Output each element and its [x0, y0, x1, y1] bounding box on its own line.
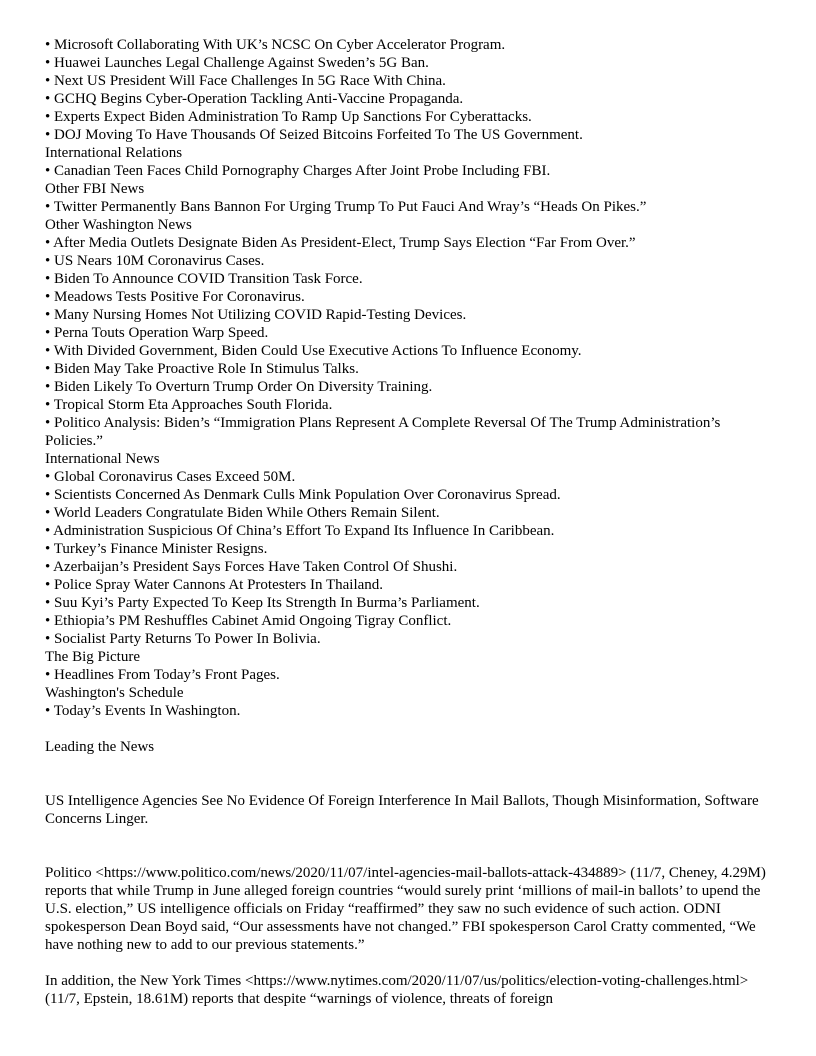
list-item: • US Nears 10M Coronavirus Cases.: [45, 253, 265, 269]
list-item: • GCHQ Begins Cyber-Operation Tackling Anti-Vaccine Propaganda.: [45, 91, 464, 107]
list-item: • Biden To Announce COVID Transition Task Force.: [45, 271, 363, 287]
list-item: • Scientists Concerned As Denmark Culls Mink Population Over Coronavirus Spread.: [45, 487, 561, 503]
list-item: • Global Coronavirus Cases Exceed 50M.: [45, 469, 296, 485]
list-item: • Turkey’s Finance Minister Resigns.: [45, 541, 268, 557]
list-item: • Many Nursing Homes Not Utilizing COVID Rapid-Testing Devices.: [45, 307, 467, 323]
bullet-list-bottom: [45, 450, 771, 720]
list-item: • Socialist Party Returns To Power In Bolivia.: [45, 631, 321, 647]
list-item: • After Media Outlets Designate Biden As President-Elect, Trump Says Election “Far From Over.”: [45, 235, 636, 251]
section-heading: International Relations: [45, 145, 183, 161]
list-item: • Next US President Will Face Challenges In 5G Race With China.: [45, 73, 446, 89]
list-item: • Meadows Tests Positive For Coronavirus.: [45, 289, 305, 305]
list-item: • Perna Touts Operation Warp Speed.: [45, 325, 269, 341]
list-item: • Biden Likely To Overturn Trump Order On Diversity Training.: [45, 379, 433, 395]
section-heading: Washington's Schedule: [45, 685, 184, 701]
list-item: • Police Spray Water Cannons At Protesters In Thailand.: [45, 577, 384, 593]
list-item: • Headlines From Today’s Front Pages.: [45, 667, 280, 683]
list-item: • Biden May Take Proactive Role In Stimulus Talks.: [45, 361, 359, 377]
document-body: [45, 36, 771, 1008]
section-heading: Other FBI News: [45, 181, 145, 197]
list-item: • Microsoft Collaborating With UK’s NCSC On Cyber Accelerator Program.: [45, 37, 506, 53]
article-paragraph: In addition, the New York Times <https://www.nytimes.com/2020/11/07/us/politics/election-voting-challenges.html> (11/7, Epstein, 18.61M) reports that despite “warnings of violence, threats of foreign: [45, 973, 749, 1007]
section-heading: The Big Picture: [45, 649, 140, 665]
list-item: • DOJ Moving To Have Thousands Of Seized Bitcoins Forfeited To The US Government.: [45, 127, 583, 143]
list-item: • World Leaders Congratulate Biden While Others Remain Silent.: [45, 505, 440, 521]
list-item: • Suu Kyi’s Party Expected To Keep Its Strength In Burma’s Parliament.: [45, 595, 480, 611]
spacer: [45, 720, 771, 738]
section-title: Leading the News: [45, 739, 155, 755]
list-item: • Ethiopia’s PM Reshuffles Cabinet Amid Ongoing Tigray Conflict.: [45, 613, 452, 629]
list-item: • Canadian Teen Faces Child Pornography Charges After Joint Probe Including FBI.: [45, 163, 551, 179]
list-item: • Azerbaijan’s President Says Forces Have Taken Control Of Shushi.: [45, 559, 458, 575]
article-paragraph: Politico <https://www.politico.com/news/2020/11/07/intel-agencies-mail-ballots-attack-434889> (11/7, Cheney, 4.29M) reports that while Trump in June alleged foreign countries “would surely print ‘millions of mail-in ballots’ to upend the U.S. election,” US intelligence officials on Friday “reaffirmed” they saw no such evidence of such action. ODNI spokesperson Dean Boyd said, “Our assessments have not changed.” FBI spokesperson Carol Cratty commented, “We have nothing new to add to our previous statements.”: [45, 865, 766, 953]
spacer: [45, 828, 771, 864]
list-item: • Today’s Events In Washington.: [45, 703, 241, 719]
story-headline: US Intelligence Agencies See No Evidence Of Foreign Interference In Mail Ballots, Though Misinformation, Software Concerns Linger.: [45, 793, 759, 827]
list-item: • Experts Expect Biden Administration To Ramp Up Sanctions For Cyberattacks.: [45, 109, 532, 125]
spacer: [45, 756, 771, 792]
section-heading: Other Washington News: [45, 217, 192, 233]
list-item: • Politico Analysis: Biden’s “Immigration Plans Represent A Complete Reversal Of The Trump Administration’s Policies.”: [45, 415, 721, 449]
list-item: • Tropical Storm Eta Approaches South Florida.: [45, 397, 333, 413]
list-item: • Twitter Permanently Bans Bannon For Urging Trump To Put Fauci And Wray’s “Heads On Pikes.”: [45, 199, 647, 215]
list-item: • With Divided Government, Biden Could Use Executive Actions To Influence Economy.: [45, 343, 582, 359]
list-item: • Huawei Launches Legal Challenge Against Sweden’s 5G Ban.: [45, 55, 429, 71]
list-item: • Administration Suspicious Of China’s Effort To Expand Its Influence In Caribbean.: [45, 523, 555, 539]
spacer: [45, 954, 771, 972]
bullet-list-top: [45, 36, 771, 450]
section-heading: International News: [45, 451, 160, 467]
